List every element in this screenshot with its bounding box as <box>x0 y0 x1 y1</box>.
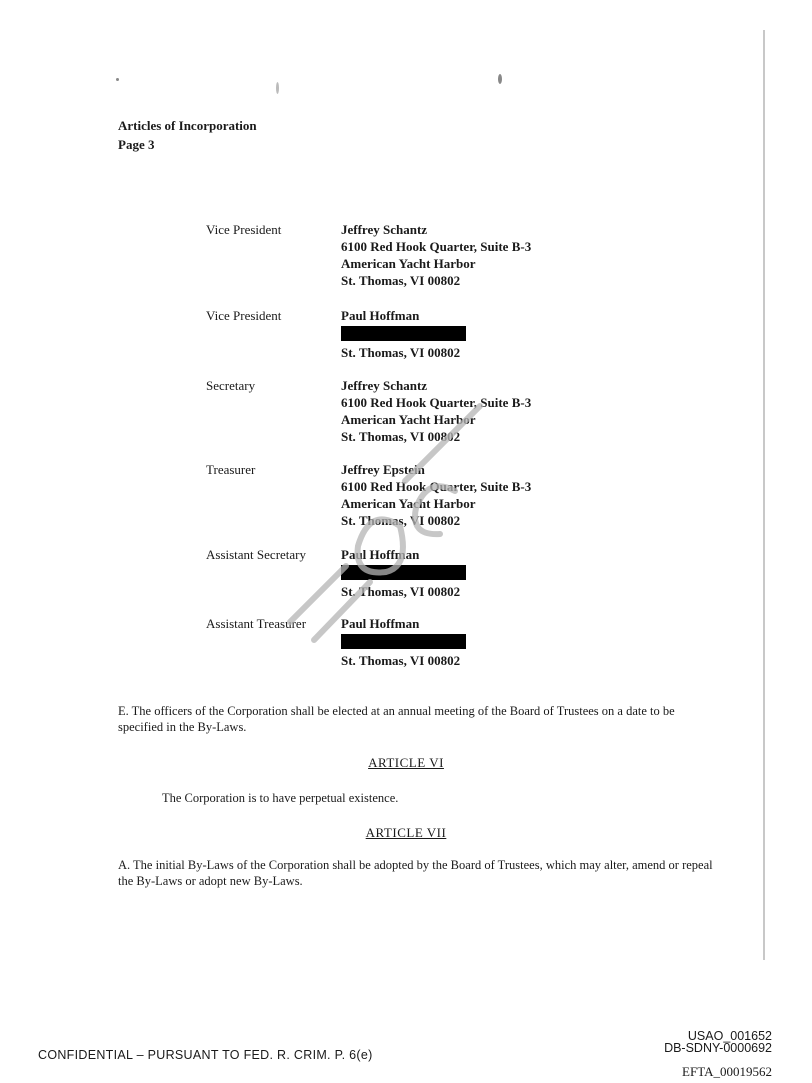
redaction-bar <box>341 634 466 649</box>
address-line: Jeffrey Epstein <box>341 462 425 477</box>
bates-sdny: DB-SDNY-0000692 <box>664 1041 772 1055</box>
page-number: Page 3 <box>118 137 155 152</box>
address-line: Paul Hoffman <box>341 308 420 323</box>
address-line: American Yacht Harbor <box>341 496 476 511</box>
confidential-notice: CONFIDENTIAL – PURSUANT TO FED. R. CRIM. P. 6(e) <box>38 1048 373 1062</box>
officer-address <box>341 221 531 289</box>
officer-title: Assistant Secretary <box>206 547 307 562</box>
officer-address <box>341 377 531 445</box>
address-line: 6100 Red Hook Quarter, Suite B-3 <box>341 395 532 410</box>
address-line: 6100 Red Hook Quarter, Suite B-3 <box>341 479 532 494</box>
scan-speck <box>276 82 279 94</box>
document-title: Articles of Incorporation <box>118 118 257 133</box>
officer-address <box>341 615 466 669</box>
officer-title: Vice President <box>206 308 282 323</box>
officer-title: Treasurer <box>206 462 256 477</box>
address-line: St. Thomas, VI 00802 <box>341 345 461 360</box>
officer-title: Secretary <box>206 378 256 393</box>
address-line: St. Thomas, VI 00802 <box>341 429 461 444</box>
address-line: Jeffrey Schantz <box>341 222 428 237</box>
article-6-heading: ARTICLE VI <box>368 755 444 770</box>
address-line: 6100 Red Hook Quarter, Suite B-3 <box>341 239 532 254</box>
bates-usao: USAO_001652 <box>687 1029 772 1043</box>
address-line: American Yacht Harbor <box>341 256 476 271</box>
document-header <box>118 116 257 154</box>
address-line: St. Thomas, VI 00802 <box>341 513 461 528</box>
redaction-bar <box>341 326 466 341</box>
address-line: Jeffrey Schantz <box>341 378 428 393</box>
address-line: St. Thomas, VI 00802 <box>341 273 461 288</box>
address-line: American Yacht Harbor <box>341 412 476 427</box>
redaction-bar <box>341 565 466 580</box>
section-e-paragraph: E. The officers of the Corporation shall be elected at an annual meeting of the Board of Trustees on a date to be specified in the By-Laws. <box>118 704 675 734</box>
address-line: St. Thomas, VI 00802 <box>341 653 461 668</box>
scan-speck <box>116 78 119 81</box>
bates-numbers <box>664 1030 772 1078</box>
address-line: Paul Hoffman <box>341 616 420 631</box>
officer-address <box>341 461 531 529</box>
officer-title: Vice President <box>206 222 282 237</box>
scan-speck <box>498 74 502 84</box>
article-7-heading: ARTICLE VII <box>365 825 447 840</box>
article-6-text: The Corporation is to have perpetual existence. <box>162 791 399 805</box>
scan-edge-line <box>763 30 765 960</box>
address-line: St. Thomas, VI 00802 <box>341 584 461 599</box>
article-7-text: A. The initial By-Laws of the Corporation shall be adopted by the Board of Trustees, which may alter, amend or repeal the By-Laws or adopt new By-Laws. <box>118 858 713 888</box>
bates-efta: EFTA_00019562 <box>682 1064 772 1079</box>
officer-address <box>341 546 466 600</box>
officer-address <box>341 307 466 361</box>
officer-title: Assistant Treasurer <box>206 616 307 631</box>
address-line: Paul Hoffman <box>341 547 420 562</box>
